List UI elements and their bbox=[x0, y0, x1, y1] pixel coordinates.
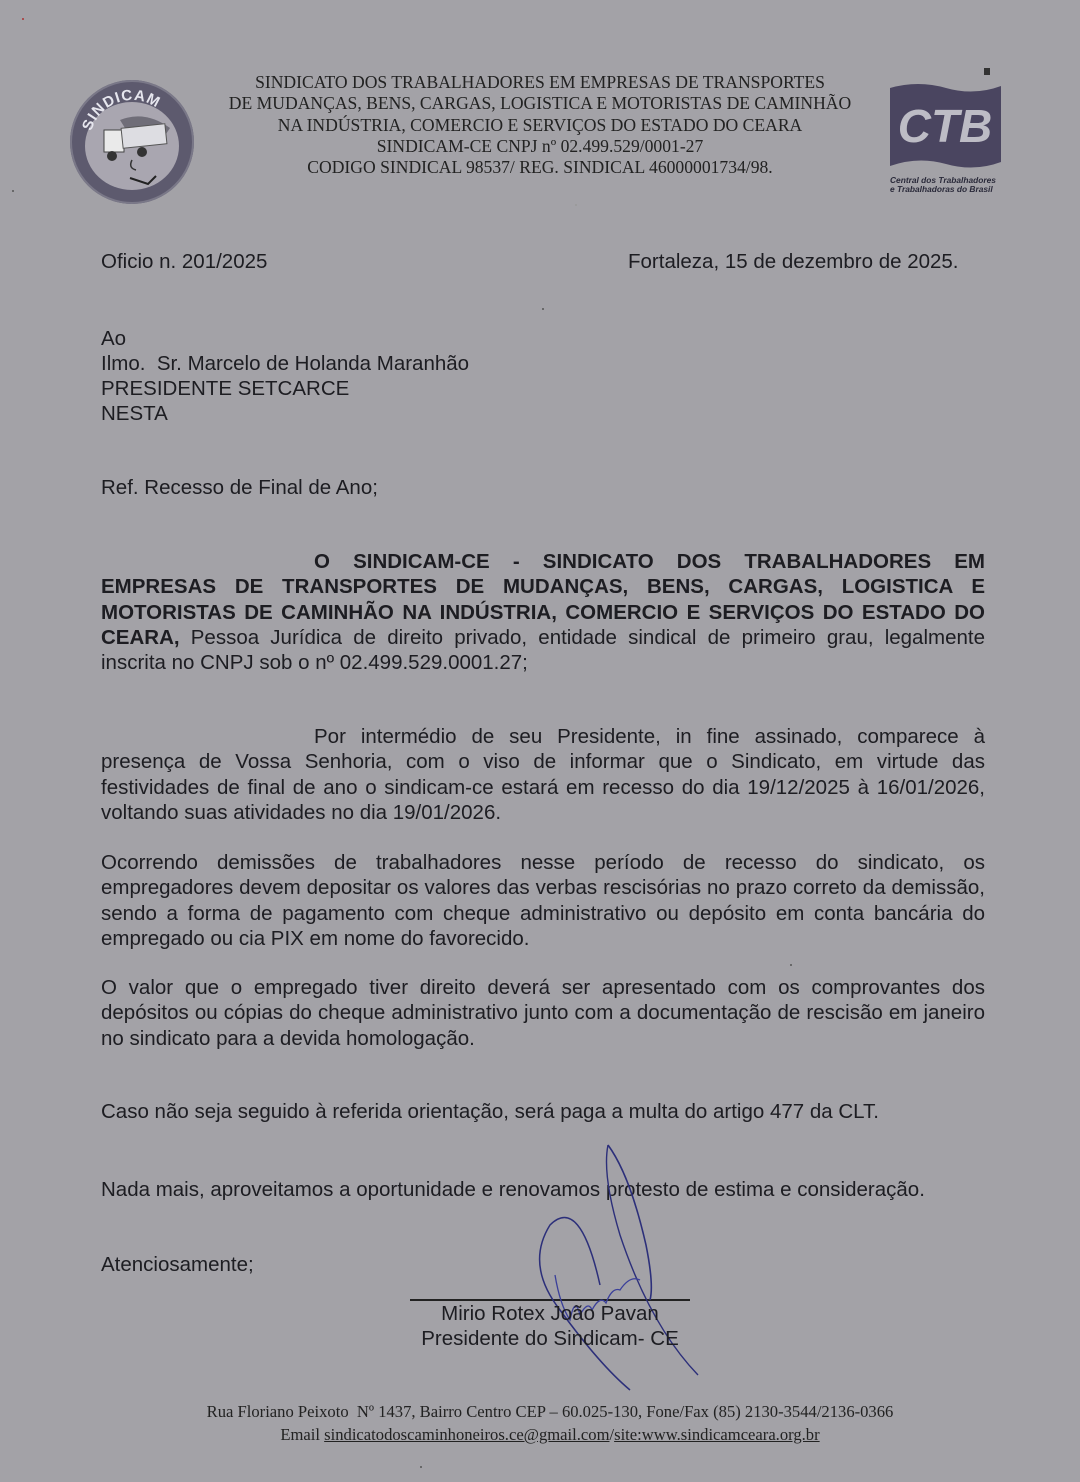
paragraph-identification bbox=[101, 549, 985, 675]
speck bbox=[22, 18, 24, 20]
speck bbox=[420, 1466, 422, 1468]
ctb-caption-line: e Trabalhadoras do Brasil bbox=[890, 184, 993, 195]
letterhead-line: NA INDÚSTRIA, COMERCIO E SERVIÇOS DO ESTADO DO CEARA bbox=[277, 114, 803, 135]
footer-site-link[interactable]: site:www.sindicamceara.org.br bbox=[614, 1425, 820, 1444]
signatory-block bbox=[380, 1302, 720, 1351]
addressee-line: Ao bbox=[101, 327, 127, 350]
ctb-flag-icon bbox=[888, 80, 1003, 172]
letter-reference-number: Oficio n. 201/2025 bbox=[101, 250, 268, 273]
letterhead-text bbox=[200, 72, 880, 178]
letterhead-line: CODIGO SINDICAL 98537/ REG. SINDICAL 46000001734/98. bbox=[307, 157, 773, 178]
sindicam-truck-logo-icon bbox=[70, 80, 194, 204]
svg-text:CTB: CTB bbox=[897, 100, 993, 152]
handwritten-signature-icon bbox=[520, 1135, 720, 1395]
ctb-caption bbox=[890, 176, 1008, 195]
addressee-block bbox=[101, 326, 469, 426]
ctb-logo bbox=[888, 64, 1008, 204]
speck bbox=[575, 204, 577, 206]
letter-date: Fortaleza, 15 de dezembro de 2025. bbox=[628, 250, 959, 273]
paragraph-dismissals: Ocorrendo demissões de trabalhadores nesse período de recesso do sindicato, os empregadores devem depositar os valores das verbas rescisórias no prazo correto da demissão, sendo a forma de pagamento com cheque administrativo ou depósito em conta bancária do empregado ou cia PIX em nome do favorecido. bbox=[101, 851, 985, 950]
paragraph-penalty: Caso não seja seguido à referida orientação, será paga a multa do artigo 477 da CLT. bbox=[101, 1100, 879, 1123]
paragraph-documentation: O valor que o empregado tiver direito deverá ser apresentado com os comprovantes dos depósitos ou cópias do cheque administrativo junto com a documentação de rescisão em janeiro no sindicato para a devida homologação. bbox=[101, 976, 985, 1050]
letterhead-line: DE MUDANÇAS, BENS, CARGAS, LOGISTICA E MOTORISTAS DE CAMINHÃO bbox=[228, 93, 852, 114]
footer-separator: / bbox=[609, 1425, 615, 1444]
addressee-name: Ilmo. Sr. Marcelo de Holanda Maranhão bbox=[101, 352, 470, 375]
speck bbox=[12, 190, 14, 192]
letterhead-line: SINDICAM-CE CNPJ nº 02.499.529/0001-27 bbox=[376, 135, 704, 156]
letterhead-line: SINDICATO DOS TRABALHADORES EM EMPRESAS DE TRANSPORTES bbox=[255, 72, 825, 92]
union-name-bold: O SINDICAM-CE - SINDICATO DOS TRABALHADORES EM EMPRESAS DE TRANSPORTES DE MUDANÇAS, BENS, CARGAS, LOGISTICA E MOTORISTAS DE CAMINHÃO NA INDÚSTRIA, COMERCIO E SERVIÇOS DO ESTADO DO CEARA, bbox=[101, 550, 985, 649]
subject-line: Ref. Recesso de Final de Ano; bbox=[101, 476, 378, 499]
closing-salutation: Atenciosamente; bbox=[101, 1253, 254, 1276]
letterhead-footer bbox=[120, 1400, 980, 1446]
footer-email-link[interactable]: sindicatodoscaminhoneiros.ce@gmail.com bbox=[324, 1425, 610, 1444]
signatory-name: Mirio Rotex João Pavan bbox=[441, 1302, 659, 1325]
footer-address: Rua Floriano Peixoto Nº 1437, Bairro Centro CEP – 60.025-130, Fone/Fax (85) 2130-3544/2136-0366 bbox=[206, 1402, 894, 1421]
signatory-title: Presidente do Sindicam- CE bbox=[421, 1326, 679, 1350]
speck bbox=[790, 964, 792, 966]
addressee-line: NESTA bbox=[101, 402, 168, 425]
footer-contact bbox=[120, 1423, 980, 1446]
addressee-title: PRESIDENTE SETCARCE bbox=[101, 377, 350, 400]
svg-text:SINDICAM: SINDICAM bbox=[78, 86, 164, 133]
ctb-caption-line: Central dos Trabalhadores bbox=[890, 175, 996, 185]
paragraph-recess-notice: Por intermédio de seu Presidente, in fine assinado, comparece à presença de Vossa Senhoria, com o viso de informar que o Sindicato, em virtude das festividades de final de ano o sindicam-ce estará em recesso do dia 19/12/2025 à 16/01/2026, voltando suas atividades no dia 19/01/2026. bbox=[101, 725, 985, 824]
footer-email-label: Email bbox=[280, 1425, 325, 1444]
paragraph-closing-remarks: Nada mais, aproveitamos a oportunidade e renovamos protesto de estima e consideração. bbox=[101, 1178, 925, 1201]
sindicam-logo bbox=[70, 80, 194, 204]
paragraph-text: Pessoa Jurídica de direito privado, entidade sindical de primeiro grau, legalmente inscrita no CNPJ sob o nº 02.499.529.0001.27; bbox=[101, 625, 985, 675]
speck bbox=[542, 308, 544, 310]
